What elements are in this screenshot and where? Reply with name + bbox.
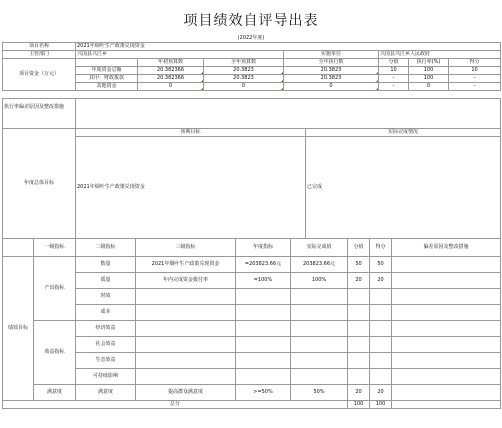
funds-cell: 100 xyxy=(409,75,449,83)
indicator-header: 三级指标 xyxy=(136,239,236,257)
indicator-header: 一级指标 xyxy=(34,239,76,257)
page-title: 项目绩效自评导出表 xyxy=(183,13,319,29)
total-note xyxy=(392,401,501,409)
deviation-value xyxy=(76,99,501,129)
funds-row xyxy=(3,75,501,83)
deviation-row xyxy=(3,99,501,129)
got-value: 20 xyxy=(370,273,392,289)
deviation-note xyxy=(392,369,501,385)
indicator-header: 偏差原因及整改措施 xyxy=(392,239,501,257)
level2-indicator: 成本 xyxy=(76,305,136,321)
goal-table xyxy=(2,98,501,239)
level3-indicator xyxy=(136,337,236,353)
actual-value: 203823.66元 xyxy=(291,257,348,273)
score-value xyxy=(348,321,370,337)
funds-cell: 20.3823 xyxy=(284,67,379,75)
actual-value xyxy=(291,305,348,321)
deviation-note xyxy=(392,273,501,289)
indicator-row xyxy=(3,321,501,337)
level3-indicator: 2021年烟叶生产政策兑现资金 xyxy=(136,257,236,273)
level2-indicator: 生态效益 xyxy=(76,353,136,369)
impl-value: 兴国县兴江乡人民政府 xyxy=(379,51,501,59)
dept-label: 主管部门 xyxy=(3,51,76,59)
got-value: 20 xyxy=(370,385,392,401)
funds-cell: 0 xyxy=(138,83,204,91)
score-value: 20 xyxy=(348,273,370,289)
project-name-row xyxy=(3,43,501,51)
annual-target: =203823.66元 xyxy=(236,257,291,273)
annual-target: =100% xyxy=(236,273,291,289)
project-name-label: 项目名称 xyxy=(3,43,76,51)
goal-expected-header: 预期目标 xyxy=(76,129,306,137)
level2-indicator: 时效 xyxy=(76,289,136,305)
funds-label: 项目资金（万元） xyxy=(3,59,76,91)
deviation-label: 执行率偏差原因及整改措施 xyxy=(3,99,76,129)
goal-actual-header: 实际完成情况 xyxy=(306,129,501,137)
actual-value xyxy=(291,369,348,385)
deviation-note xyxy=(392,289,501,305)
funds-header-blank xyxy=(76,59,138,67)
goal-header-row xyxy=(3,129,501,137)
annual-target xyxy=(236,321,291,337)
total-row xyxy=(3,401,501,409)
level1-indicator: 产出指标 xyxy=(34,257,76,321)
got-value xyxy=(370,305,392,321)
level2-indicator: 满意度 xyxy=(76,385,136,401)
level3-indicator: 年内完成资金拨付率 xyxy=(136,273,236,289)
level2-indicator: 数量 xyxy=(76,257,136,273)
annual-target xyxy=(236,305,291,321)
indicator-row xyxy=(3,385,501,401)
dept-value: 兴国县兴江乡 xyxy=(76,51,284,59)
indicator-header: 分值 xyxy=(348,239,370,257)
level2-indicator: 社会效益 xyxy=(76,337,136,353)
year-label: (2022年度) xyxy=(237,35,265,41)
score-value xyxy=(348,369,370,385)
deviation-note xyxy=(392,337,501,353)
deviation-note xyxy=(392,257,501,273)
funds-cell: 20.3823 xyxy=(204,67,284,75)
perf-goal-side-label: 绩效目标 xyxy=(3,257,34,401)
annual-target xyxy=(236,369,291,385)
total-got: 100 xyxy=(370,401,392,409)
indicator-table xyxy=(2,238,501,409)
level3-indicator xyxy=(136,305,236,321)
basic-info-table xyxy=(2,42,501,91)
score-value xyxy=(348,289,370,305)
got-value xyxy=(370,353,392,369)
level3-indicator xyxy=(136,321,236,337)
total-score: 100 xyxy=(348,401,370,409)
got-value: 50 xyxy=(370,257,392,273)
funds-cell: 0 xyxy=(409,83,449,91)
funds-cell: 20.3823 xyxy=(284,75,379,83)
funds-row-name: 年度资金总额 xyxy=(76,67,138,75)
funds-cell: 100 xyxy=(409,67,449,75)
dept-row xyxy=(3,51,501,59)
actual-value xyxy=(291,321,348,337)
funds-header: 全年执行数 xyxy=(284,59,379,67)
level3-indicator: 提高群众满意度 xyxy=(136,385,236,401)
got-value xyxy=(370,369,392,385)
indicator-row xyxy=(3,289,501,305)
funds-cell: 0 xyxy=(284,83,379,91)
funds-cell: - xyxy=(379,83,409,91)
funds-cell: 10 xyxy=(449,67,501,75)
total-label: 总分 xyxy=(3,401,348,409)
indicator-header: 实际完成值 xyxy=(291,239,348,257)
indicator-header: 得分 xyxy=(370,239,392,257)
score-value xyxy=(348,305,370,321)
level2-indicator: 可持续影响 xyxy=(76,369,136,385)
funds-header: 得分 xyxy=(449,59,501,67)
deviation-note xyxy=(392,305,501,321)
annual-target xyxy=(236,289,291,305)
annual-target: >=50% xyxy=(236,385,291,401)
funds-row xyxy=(3,83,501,91)
funds-row xyxy=(3,67,501,75)
actual-value xyxy=(291,289,348,305)
annual-target xyxy=(236,353,291,369)
got-value xyxy=(370,337,392,353)
level1-indicator: 效益指标 xyxy=(34,321,76,385)
score-value: 50 xyxy=(348,257,370,273)
level1-indicator: 满意度 xyxy=(34,385,76,401)
goal-expected: 2021年烟叶生产政策兑现资金 xyxy=(76,137,306,239)
indicator-row xyxy=(3,353,501,369)
level3-indicator xyxy=(136,353,236,369)
funds-header: 分值 xyxy=(379,59,409,67)
indicator-header: 年度指标 xyxy=(236,239,291,257)
level2-indicator: 质量 xyxy=(76,273,136,289)
got-value xyxy=(370,289,392,305)
got-value xyxy=(370,321,392,337)
level3-indicator xyxy=(136,369,236,385)
funds-header: 全年预算数 xyxy=(204,59,284,67)
indicator-row xyxy=(3,273,501,289)
actual-value xyxy=(291,337,348,353)
project-name-value: 2021年烟叶生产政策兑现资金 xyxy=(76,43,501,51)
actual-value: 100% xyxy=(291,273,348,289)
score-value xyxy=(348,353,370,369)
funds-cell: - xyxy=(449,75,501,83)
funds-cell: 0 xyxy=(204,83,284,91)
goal-actual: 已完成 xyxy=(306,137,501,239)
funds-cell: 20.382366 xyxy=(138,67,204,75)
indicator-header: 二级指标 xyxy=(76,239,136,257)
goal-content-row xyxy=(3,137,501,239)
funds-cell: 10 xyxy=(379,67,409,75)
score-value: 20 xyxy=(348,385,370,401)
funds-header: 年初预算数 xyxy=(138,59,204,67)
indicator-row xyxy=(3,305,501,321)
deviation-note xyxy=(392,321,501,337)
impl-label: 实施单位 xyxy=(284,51,379,59)
funds-cell: 20.382366 xyxy=(138,75,204,83)
funds-header: 执行率(%) xyxy=(409,59,449,67)
annual-target xyxy=(236,337,291,353)
funds-cell: 20.3823 xyxy=(204,75,284,83)
indicator-row xyxy=(3,337,501,353)
deviation-note xyxy=(392,353,501,369)
funds-row-name: 其他资金 xyxy=(76,83,138,91)
funds-cell: - xyxy=(449,83,501,91)
funds-row-name: 其中：财政拨款 xyxy=(76,75,138,83)
goal-label: 年度总体目标 xyxy=(3,129,76,239)
actual-value xyxy=(291,353,348,369)
indicator-row xyxy=(3,369,501,385)
indicator-header-blank xyxy=(3,239,34,257)
score-value xyxy=(348,337,370,353)
level3-indicator xyxy=(136,289,236,305)
indicator-header-row xyxy=(3,239,501,257)
deviation-note xyxy=(392,385,501,401)
funds-header-row xyxy=(3,59,501,67)
indicator-row xyxy=(3,257,501,273)
actual-value: 50% xyxy=(291,385,348,401)
level2-indicator: 经济效益 xyxy=(76,321,136,337)
funds-cell: - xyxy=(379,75,409,83)
